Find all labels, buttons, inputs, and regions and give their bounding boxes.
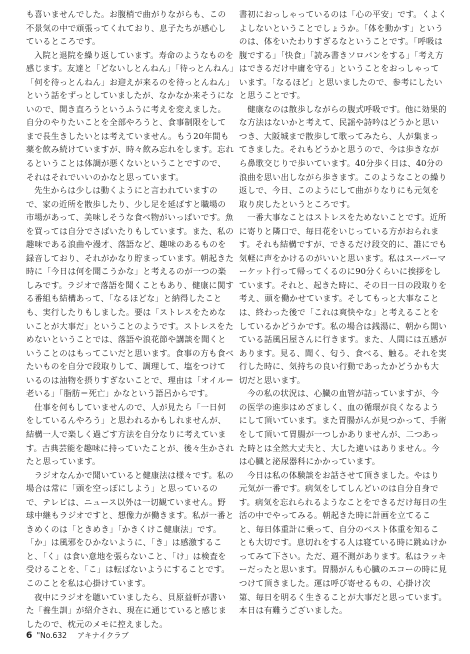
paragraph: 一番大事なことはストレスをためないことです。近所に寄りと隣口で、毎日花をいじっている方がおられます。それも結構ですが、できるだけ段交的に、誰にでも気軽に声をかけるのがいいと思います。私はスーパーマーケット行って帰ってくるのに90分くらいに挨拶をしています。それと、起きた時に、その日一日の段取りを考え、頭を働かせています。そしてもっと大事なことは、終わった後で「これは爽快やな」と考えることをしているかどうかです。私の場合は銭湯に、朝から開いている話風呂屋さんに行きます。また、人間には五感があります。見る、聞く、匂う、食べる、触る。それを実行した時に、気持ちの良い行動であったかどうかも大切だと思います。 [239,212,447,385]
paragraph: 夜中にラジオを聴いていましたら、貝原益軒が書いた「養生訓」が紹介され、現在に通じていると感じましたので、枕元のメモに控えました。 [26,591,227,629]
paragraph: 健康なのは散歩しながらの腹式呼吸です。他に効果的な方法はないかと考えて、民謡や詩吟はどうかと思いつき、大阪城まで散歩して歌ってみたら、人が集まってきました。それもどうかと思うので、今は歩きながら鼻歌交じりで歩いています。40分歩く日は、40分の浪曲を思い出しながら歩きます。このようなことの繰り返しで、今日、このようにして曲がりなりにも元気を取り戻したというところです。 [239,103,447,209]
paragraph: 今の私の状況は、心臓の血管が詰っていますが、今の医学の進歩はめざましく、血の循環が良くなるようにして頂いています。また胃腸がんが見つかって、手術をして頂いて胃腸が一つしかありませんが、二つあった時とは全然大丈夫と、大した違いはありません。今は心臓と泌尿器科にかかっています。 [239,388,447,467]
page-number: 6 [26,631,33,641]
paragraph: も喜いませんでした。お腹梢で曲がりながらも、この不景気の中で頑張ってくれており、息子たちが感心しているところです。 [26,9,227,47]
paragraph: 入院と退院を繰り返しています。寿命のようなものを感じます。友達と「どないしとんねん」「待っとんねん」「何を待っとんねん」お迎えが来るのを待っとんねん」という話をずっとしていましたが、なかなか来そうにないので、開き直ろうというふうに考えを変えました。自分のやりたいことを全部やろうと、食事制限をしてまで長生きしたいとは考えていません。もう20年間も薬を飲み続けていますが、時々飲み忘れをします。忘れるということは体調が悪くないということですので、それはそれでいいのかなと思っています。 [26,49,234,182]
right-column [239,8,447,618]
page-footer [26,630,129,641]
issue-number: "No.632 [36,631,67,640]
publication-name: アキナイクラブ [77,631,129,640]
paragraph: 今日は私の体験談をお話させて頂きました。やはり元気が一番です。病気をしてしんどいのは自分自身です。病気を忘れられるようなことをできるだけ毎日の生活の中でやってみる。朝起きた時に計画を立てること、毎日体重計に乗って、自分のベスト体重を知ることも大切です。息切れをする人は寝ている時に跳ぬけかってみて下さい。ただ、週不測があります。私はラッキーだったと思います。胃腸がんも心臓のエコーの時に見つけて頂きました。運は呼び寄せるもの、心掛け次第、毎日を明るく生きることが大事だと思っています。本日は有難うございました。 [239,469,447,616]
paragraph: ラジオなんかで聞いていると健康法は様々です。私の場合は常に「頭を空っぽにしよう」と思っているので、テレビは、ニュース以外は一切観ていません。野球中継もラジオですと、想像力が働きます。私が一番ときめくのは「ときめき」「かきくけこ健康法」です。「か」は風邪をひかないように、「き」は感激すること、「く」は食い意地を張らないこと、「け」は検査を受けることを、「こ」は転ばないようにすることです。このことを私は心掛けています。 [26,469,234,588]
paragraph: 仕事を何もしていませんので、人が見たら「一日何をしているんやろう」と思われるかもしれませんが、結構一人で楽しく過ごす方法を自分なりに考えています。古典芸能を趣味に持っていたことが、後々生かされたと思っています。 [26,401,234,467]
paragraph: 書初におっしゃっているのは「心の平安」です。くよくよしないということでしょうか。「体を動かす」というのは、体をいたわりすぎるなということです。「呼吸は腹でする」「快食」「読み書きソロバンをする」「考え方はできるだけ中庸を守る」ということをおっしゃっています。「なるほど」と思いましたので、参考にしたいと思うことです。 [239,9,447,101]
left-column [26,8,234,631]
paragraph: 先生からは少しは動くようにと言われていますので、家の近所を散歩したり、少し足を延ばすと職場の市場があって、美味しそうな食べ物がいっぱいです。魚を買っては自分でさばいたりもしています。また、私の趣味である浪曲や漫才、落語など、趣味のあるものを録音しており、それがかなり貯まっています。朝起きた時に「今日は何を聞こうかな」と考えるのが一つの楽しみです。ラジオで落語を聞くこともあり、健康に関する番組も結構あって、「なるほどな」と納得したことも、実行したりもしました。要は「ストレスをためないことが大事だ」ということのようです。ストレスをためないということでは、落語や浪花節や講談を聞くということのはもってこいだと思います。食事の方も食べたいものを自分で段取りして、調理して、塩をつけているのは油物を摂りすぎないことで、理由は「オイル＝老いる」「脂肪＝死亡」かなという語呂からです。 [26,185,234,399]
